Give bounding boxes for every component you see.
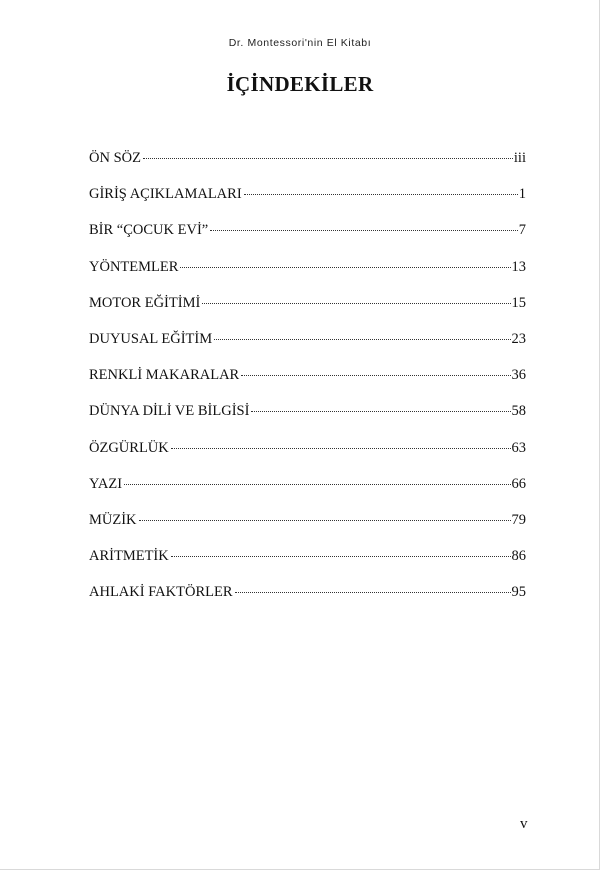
toc-entry[interactable] (89, 440, 526, 476)
toc-entry[interactable] (89, 295, 526, 331)
dot-leader (244, 194, 518, 195)
toc-entry-page: 95 (511, 584, 526, 601)
toc-entry[interactable] (89, 512, 526, 548)
toc-entry[interactable] (89, 259, 526, 295)
dot-leader (241, 375, 510, 376)
toc-entry-label: DÜNYA DİLİ VE BİLGİSİ (89, 403, 250, 420)
toc-entry[interactable] (89, 331, 526, 367)
toc-entry-label: DUYUSAL EĞİTİM (89, 330, 213, 347)
toc-entry-page: 58 (511, 403, 526, 420)
toc-entry-page: 23 (511, 330, 526, 347)
toc-entry[interactable] (89, 403, 526, 439)
toc-entry-page: 66 (511, 475, 526, 492)
toc-entry[interactable] (89, 476, 526, 512)
toc-entry-label: ÖZGÜRLÜK (89, 439, 169, 456)
toc-entry[interactable] (89, 186, 526, 222)
toc-entry-page: 63 (511, 439, 526, 456)
toc-entry-label: AHLAKİ FAKTÖRLER (89, 584, 233, 601)
toc-entry-label: BİR “ÇOCUK EVİ” (89, 222, 209, 239)
page-number: v (520, 816, 528, 832)
toc-entry[interactable] (89, 367, 526, 403)
toc-entry-page: 13 (511, 258, 526, 275)
toc-entry-label: YAZI (89, 475, 123, 492)
toc-entry-label: MÜZİK (89, 511, 137, 528)
dot-leader (251, 411, 510, 412)
toc-entry-label: MOTOR EĞİTİMİ (89, 294, 201, 311)
toc-entry-page: 36 (511, 367, 526, 384)
dot-leader (171, 556, 511, 557)
dot-leader (124, 484, 510, 485)
dot-leader (202, 303, 510, 304)
running-header: Dr. Montessori'nin El Kitabı (228, 37, 372, 49)
dot-leader (210, 230, 518, 231)
toc-entry[interactable] (89, 548, 526, 584)
toc-entry-label: ÖN SÖZ (89, 150, 141, 166)
toc-entry-page: 15 (511, 294, 526, 311)
toc-entry-page: iii (513, 150, 526, 166)
toc-entry-page: 86 (511, 548, 526, 565)
dot-leader (180, 267, 510, 268)
page-title: İÇİNDEKİLER (226, 72, 374, 96)
toc-entry[interactable] (89, 150, 526, 186)
toc-entry-page: 7 (518, 222, 526, 239)
toc-entry-label: GİRİŞ AÇIKLAMALARI (89, 186, 242, 203)
table-of-contents (89, 150, 526, 620)
toc-entry-label: YÖNTEMLER (89, 258, 179, 275)
toc-entry-page: 79 (511, 511, 526, 528)
toc-entry[interactable] (89, 584, 526, 620)
toc-entry-label: RENKLİ MAKARALAR (89, 367, 240, 384)
toc-entry-page: 1 (518, 186, 526, 203)
dot-leader (214, 339, 510, 340)
dot-leader (171, 448, 511, 449)
toc-entry-label: ARİTMETİK (89, 548, 169, 565)
toc-entry[interactable] (89, 222, 526, 258)
dot-leader (235, 592, 511, 593)
dot-leader (139, 520, 511, 521)
dot-leader (143, 158, 513, 159)
